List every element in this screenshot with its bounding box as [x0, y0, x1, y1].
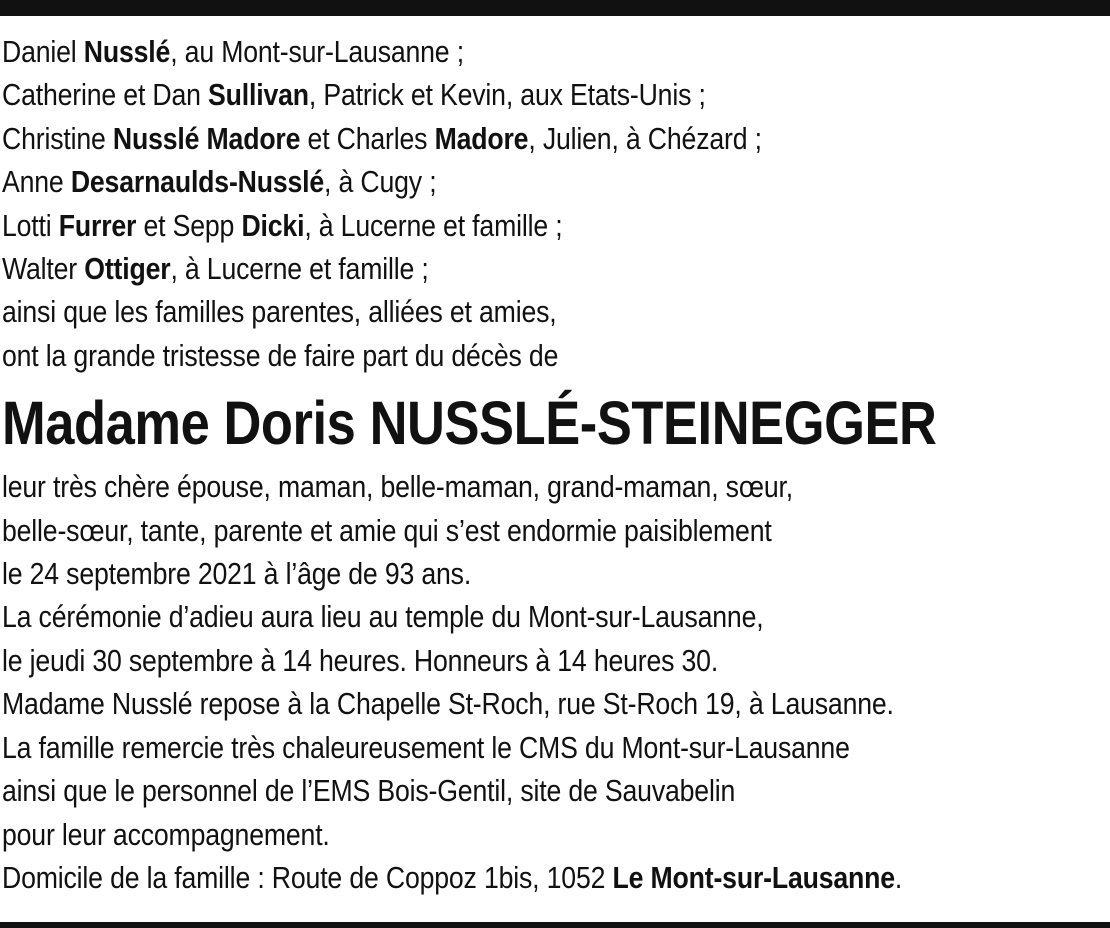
family-surname: Madore [434, 120, 529, 156]
body-line-4: La cérémonie d’adieu aura lieu au temple du Mont-sur-Lausanne, [2, 599, 764, 635]
family-line-text: Walter [2, 251, 85, 287]
family-line-text: Anne [2, 164, 71, 200]
body-line-1: leur très chère épouse, maman, belle-maman, grand-maman, sœur, [2, 469, 793, 505]
intro-line-2: ont la grande tristesse de faire part du décès de [2, 337, 559, 373]
family-surname: Nusslé [83, 34, 171, 69]
family-line-text: et Charles [300, 120, 435, 156]
body-line-6: Madame Nusslé repose à la Chapelle St-Roch, rue St-Roch 19, à Lausanne. [2, 686, 894, 722]
family-line-text: et Sepp [136, 207, 242, 243]
body-line-3: le 24 septembre 2021 à l’âge de 93 ans. [2, 556, 472, 592]
family-line-2 [2, 73, 953, 116]
family-surname: Dicki [241, 207, 305, 243]
family-line-text: , Julien, à Chézard ; [528, 120, 762, 156]
family-line-text: , au Mont-sur-Lausanne ; [170, 34, 464, 69]
family-line-5 [2, 204, 953, 247]
family-line-4 [2, 160, 953, 203]
domicile-period: . [894, 859, 903, 895]
family-line-text: , à Lucerne et famille ; [170, 251, 429, 287]
family-surname: Sullivan [208, 77, 309, 113]
body-line-5: le jeudi 30 septembre à 14 heures. Honneurs à 14 heures 30. [2, 642, 719, 678]
family-line-text: Christine [2, 120, 113, 156]
family-line-text: Catherine et Dan [2, 77, 209, 113]
domicile-address: Domicile de la famille : Route de Coppoz 1bis, 1052 [2, 859, 613, 895]
body-line-9: pour leur accompagnement. [2, 816, 330, 852]
body-line-7: La famille remercie très chaleureusement le CMS du Mont-sur-Lausanne [2, 729, 850, 765]
family-line-6 [2, 247, 953, 290]
notice-body [2, 465, 1108, 899]
intro-line-1: ainsi que les familles parentes, alliées et amies, [2, 294, 557, 330]
family-line-text: , à Lucerne et famille ; [304, 207, 563, 243]
family-surname: Desarnaulds-Nusslé [70, 164, 325, 200]
family-surname: Nusslé Madore [112, 120, 301, 156]
family-line-text: Daniel [2, 34, 84, 69]
body-line-2: belle-sœur, tante, parente et amie qui s’est endormie paisiblement [2, 512, 772, 548]
family-surname: Furrer [58, 207, 137, 243]
domicile-line [2, 856, 953, 899]
family-surname: Ottiger [84, 251, 171, 287]
deceased-name-heading: Madame Doris NUSSLÉ-STEINEGGER [2, 389, 937, 458]
family-line-3 [2, 117, 953, 160]
body-line-8: ainsi que le personnel de l’EMS Bois-Gentil, site de Sauvabelin [2, 773, 736, 809]
family-line-1 [2, 30, 953, 73]
bottom-border-rule [0, 922, 1110, 928]
domicile-locality: Le Mont-sur-Lausanne [612, 859, 895, 895]
family-line-text: , à Cugy ; [324, 164, 437, 200]
top-border-rule [0, 0, 1110, 16]
family-line-text: Lotti [2, 207, 59, 243]
obituary-notice [2, 30, 1108, 899]
family-line-text: , Patrick et Kevin, aux Etats-Unis ; [308, 77, 706, 113]
